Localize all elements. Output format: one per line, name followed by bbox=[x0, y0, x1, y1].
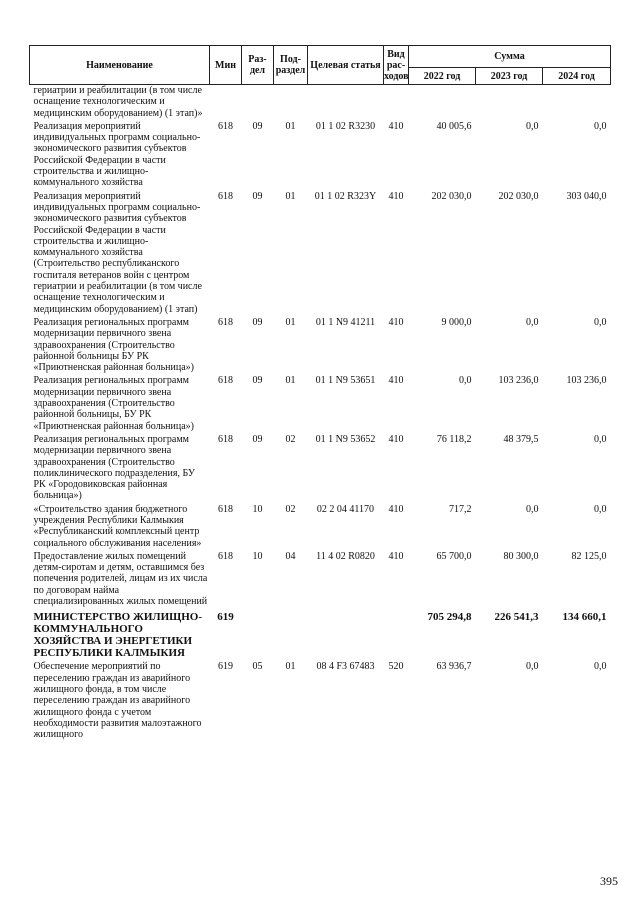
row-razdel: 10 bbox=[252, 503, 263, 515]
row-vid: 410 bbox=[388, 190, 404, 202]
header-name: Наименование bbox=[30, 46, 210, 85]
row-target: 08 4 F3 67483 bbox=[316, 661, 375, 673]
row-y2023: 202 030,0 bbox=[498, 190, 539, 202]
row-target: 02 2 04 41170 bbox=[316, 503, 375, 515]
row-razdel: 05 bbox=[252, 661, 263, 673]
row-name: «Строительство здания бюджетного учреждения Республики Калмыкия «Республиканский комплексный центр социального обслуживания населения» bbox=[33, 503, 202, 549]
header-2023: 2023 год bbox=[476, 68, 543, 85]
table-row bbox=[30, 502, 611, 549]
ministry-name: МИНИСТЕРСТВО ЖИЛИЩНО-КОММУНАЛЬНОГО ХОЗЯЙСТВА И ЭНЕРГЕТИКИ РЕСПУБЛИКИ КАЛМЫКИЯ bbox=[33, 611, 202, 660]
ministry-min: 619 bbox=[217, 611, 234, 624]
row-name: Реализация мероприятий индивидуальных программ социально-экономического развития субъектов Российской Федерации в части строительства и жилищно-коммунального хозяйства bbox=[33, 120, 201, 189]
row-y2023: 80 300,0 bbox=[503, 550, 539, 562]
header-vid: Вид рас- ходов bbox=[384, 46, 409, 85]
row-vid: 410 bbox=[388, 433, 404, 445]
row-y2024 bbox=[543, 85, 611, 119]
ministry-row bbox=[30, 607, 611, 659]
row-y2024: 0,0 bbox=[594, 433, 607, 445]
table-row bbox=[30, 373, 611, 431]
row-razdel: 09 bbox=[252, 316, 263, 328]
row-min: 618 bbox=[218, 190, 233, 202]
row-y2024: 0,0 bbox=[594, 120, 607, 132]
row-podrazdel: 01 bbox=[285, 120, 296, 132]
ministry-2023: 226 541,3 bbox=[494, 611, 539, 624]
row-min: 618 bbox=[218, 375, 233, 387]
row-name: гериатрии и реабилитации (в том числе оснащение технологическим и медицинским оборудованием) (1 этап)» bbox=[33, 85, 203, 119]
row-target: 01 1 N9 41211 bbox=[315, 316, 376, 328]
header-target: Целевая статья bbox=[308, 46, 384, 85]
row-name: Реализация региональных программ модернизации первичного звена здравоохранения (Строительство районной больницы БУ РК «Приютненская районная больница») bbox=[33, 316, 194, 374]
budget-table bbox=[29, 45, 611, 740]
row-podrazdel: 01 bbox=[285, 316, 296, 328]
row-razdel: 09 bbox=[252, 433, 263, 445]
row-y2022: 9 000,0 bbox=[441, 316, 472, 328]
row-target: 01 1 N9 53652 bbox=[315, 433, 376, 445]
row-y2022: 0,0 bbox=[459, 375, 472, 387]
row-name: Реализация региональных программ модернизации первичного звена здравоохранения (Строительство районной больницы, БУ РК «Приютненская районная больница») bbox=[33, 375, 194, 432]
header-sum: Сумма bbox=[409, 46, 611, 68]
row-y2023: 0,0 bbox=[526, 120, 539, 132]
row-y2022: 65 700,0 bbox=[436, 550, 472, 562]
row-name: Предоставление жилых помещений детям-сиротам и детям, оставшимся без попечения родителей, лицам из их числа по договорам найма специализированных жилых помещений bbox=[33, 550, 208, 608]
table-row bbox=[30, 432, 611, 502]
row-podrazdel: 02 bbox=[285, 503, 296, 515]
header-2022: 2022 год bbox=[409, 68, 476, 85]
row-y2023: 48 379,5 bbox=[503, 433, 539, 445]
row-target: 01 1 02 R3230 bbox=[315, 120, 376, 132]
row-min: 618 bbox=[218, 433, 233, 445]
row-y2023: 0,0 bbox=[526, 316, 539, 328]
row-min: 618 bbox=[218, 503, 233, 515]
row-min: 618 bbox=[218, 120, 233, 132]
table-body bbox=[30, 85, 611, 741]
row-y2024: 0,0 bbox=[594, 503, 607, 515]
row-y2022: 40 005,6 bbox=[436, 120, 472, 132]
row-razdel: 09 bbox=[252, 120, 263, 132]
row-y2024: 0,0 bbox=[594, 316, 607, 328]
row-vid bbox=[384, 85, 409, 119]
table-row bbox=[30, 119, 611, 189]
header-min: Мин bbox=[210, 46, 242, 85]
row-min bbox=[210, 85, 242, 119]
row-razdel: 09 bbox=[252, 375, 263, 387]
row-podrazdel: 01 bbox=[285, 661, 296, 673]
row-y2022 bbox=[409, 85, 476, 119]
row-2023: 0,0 bbox=[526, 661, 539, 673]
row-name: Реализация мероприятий индивидуальных программ социально-экономического развития субъектов Российской Федерации в части строительства и жилищно-коммунального хозяйства (Строительство республиканского госпиталя ветеранов войн с центром гериатрии и реабилитации (в том числе оснащение технологическим и медицинским оборудованием) (1 этап) bbox=[33, 190, 202, 315]
row-vid: 410 bbox=[388, 316, 404, 328]
row-y2024: 303 040,0 bbox=[566, 190, 607, 202]
ministry-2024: 134 660,1 bbox=[562, 611, 607, 624]
table-row bbox=[30, 549, 611, 607]
row-2024: 0,0 bbox=[594, 661, 607, 673]
row-razdel bbox=[242, 85, 274, 119]
row-target: 01 1 02 R323Y bbox=[314, 190, 377, 202]
row-target: 01 1 N9 53651 bbox=[315, 375, 376, 387]
row-y2024: 103 236,0 bbox=[566, 375, 607, 387]
row-vid: 520 bbox=[388, 661, 404, 673]
row-y2024: 82 125,0 bbox=[571, 550, 607, 562]
row-y2022: 76 118,2 bbox=[436, 433, 472, 445]
header-podrazdel: Под- раздел bbox=[274, 46, 308, 85]
row-min: 618 bbox=[218, 316, 233, 328]
row-razdel: 10 bbox=[252, 550, 263, 562]
header-2024: 2024 год bbox=[543, 68, 611, 85]
row-target: 11 4 02 R0820 bbox=[316, 550, 375, 562]
row-vid: 410 bbox=[388, 550, 404, 562]
row-podrazdel: 04 bbox=[285, 550, 296, 562]
table-row bbox=[30, 315, 611, 373]
row-podrazdel bbox=[274, 85, 308, 119]
row-vid: 410 bbox=[388, 120, 404, 132]
row-y2023: 0,0 bbox=[526, 503, 539, 515]
ministry-2022: 705 294,8 bbox=[427, 611, 472, 624]
header-razdel: Раз- дел bbox=[242, 46, 274, 85]
row-min: 618 bbox=[218, 550, 233, 562]
row-y2022: 717,2 bbox=[449, 503, 472, 515]
row-target bbox=[308, 85, 384, 119]
page-number: 395 bbox=[600, 874, 618, 888]
row-vid: 410 bbox=[388, 375, 404, 387]
row-name: Реализация региональных программ модернизации первичного звена здравоохранения (Строительство поликлинического подразделения, БУ РК «Городовиковская районная больница») bbox=[33, 433, 195, 502]
row-razdel: 09 bbox=[252, 190, 263, 202]
table-row bbox=[30, 659, 611, 740]
row-podrazdel: 02 bbox=[285, 433, 296, 445]
row-podrazdel: 01 bbox=[285, 190, 296, 202]
row-vid: 410 bbox=[388, 503, 404, 515]
row-name: Обеспечение мероприятий по переселению граждан из аварийного жилищного фонда, в том числе переселению граждан из аварийного жилищного фонда с учетом необходимости развития малоэтажного жилищного bbox=[33, 661, 202, 741]
row-podrazdel: 01 bbox=[285, 375, 296, 387]
table-row bbox=[30, 85, 611, 119]
row-y2023: 103 236,0 bbox=[498, 375, 539, 387]
row-y2022: 202 030,0 bbox=[431, 190, 472, 202]
table-row bbox=[30, 189, 611, 315]
row-min: 619 bbox=[218, 661, 233, 673]
row-y2023 bbox=[476, 85, 543, 119]
row-2022: 63 936,7 bbox=[436, 661, 472, 673]
